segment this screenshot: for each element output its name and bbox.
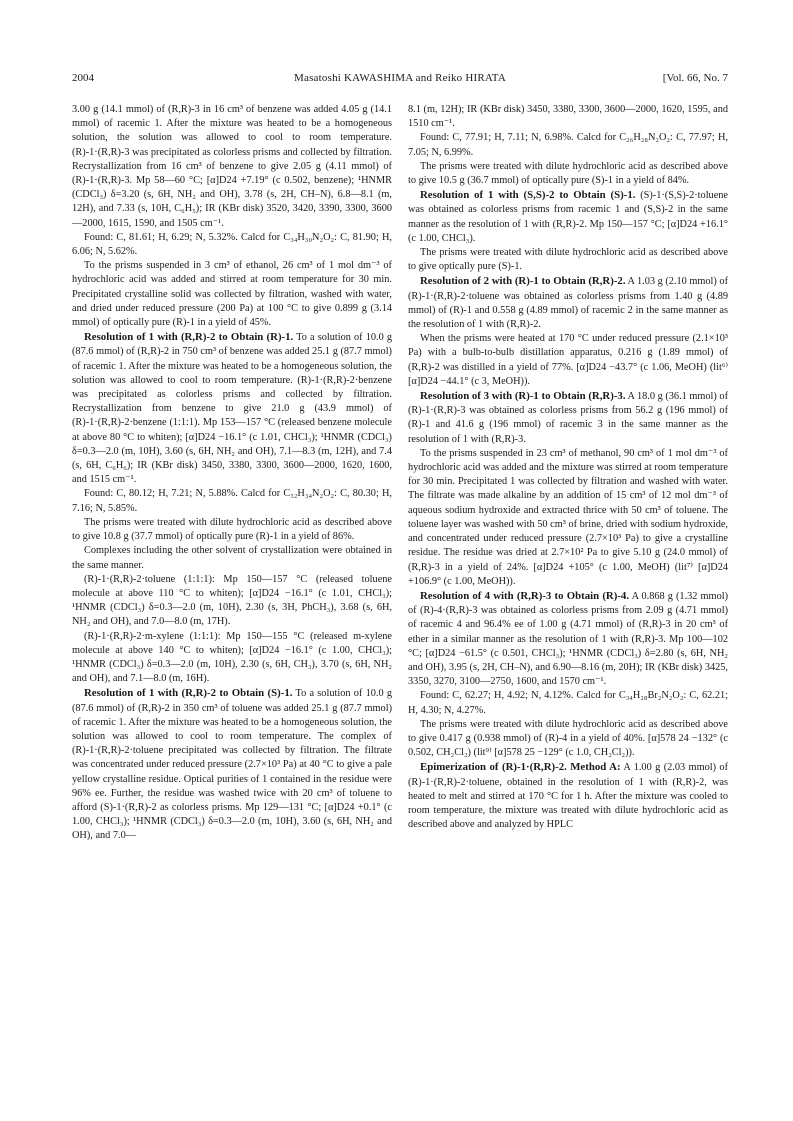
journal-volume: [Vol. 66, No. 7 <box>662 72 728 84</box>
section-paragraph <box>408 188 728 246</box>
body-paragraph: Complexes including the other solvent of crystallization were obtained in the same manner. <box>72 545 392 571</box>
section-heading: Resolution of 1 with (R,R)-2 to Obtain (S)-1. <box>84 687 293 700</box>
body-paragraph: To the prisms suspended in 3 cm³ of ethanol, 26 cm³ of 1 mol dm⁻³ of hydrochloric acid was added and stirred at room temperature for 30 min. Precipitated crystalline solid was collected by filtration, washed with water, and dried under reduced pressure (200 Pa) at 100 °C to give 0.899 g (3.14 mmol) of optically pure (R)-1 in a yield of 45%. <box>72 260 392 329</box>
body-paragraph: (R)-1·(R,R)-2·toluene (1:1:1): Mp 150—157 °C (released toluene molecule at above 110 °C to whiten); [α]D24 −16.1° (c 1.01, CHCl₃); ¹HNMR (CDCl₃) δ=0.3—2.0 (m, 10H), 2.30 (s, 3H, PhCH₃), 3.68 (s, 6H, NH₂ and OH), and 7.0—8.0 (m, 17H). <box>72 573 392 628</box>
section-paragraph <box>408 389 728 447</box>
section-body-text: A 0.868 g (1.32 mmol) of (R)-4·(R,R)-3 was obtained as colorless prisms from 2.09 g (4.71 mmol) of racemic 4 and 96.4% ee of 1.00 g (4.71 mmol) of (R,R)-3 in 20 cm³ of ether in a similar manner as the resolution of 1 with (R,R)-3. Mp 100—102 °C; [α]D24 −61.5° (c 0.501, CHCl₃); ¹HNMR (CDCl₃) δ=2.80 (s, 6H, NH₂ and OH), 3.95 (s, 2H, CH–N), and 6.90—8.16 (m, 20H); IR (KBr disk) 3425, 3350, 3270, 3100—2750, 1600, and 1570 cm⁻¹. <box>408 590 729 688</box>
body-paragraph: The prisms were treated with dilute hydrochloric acid as described above to give 10.8 g (37.7 mmol) of optically pure (R)-1 in a yield of 86%. <box>72 516 392 543</box>
section-body-text: (S)-1·(S,S)-2·toluene was obtained as colorless prisms from racemic 1 and (S,S)-2 in the same manner as the resolution of 1 with (R,R)-2. Mp 150—157 °C; [α]D24 +16.1° (c 1.00, CHCl₃). <box>408 190 728 244</box>
section-paragraph <box>72 686 392 843</box>
body-paragraph: The prisms were treated with dilute hydrochloric acid as described above to give optically pure (S)-1. <box>408 247 728 273</box>
section-subheading: Method A: <box>570 761 621 774</box>
body-paragraph: Found: C, 77.91; H, 7.11; N, 6.98%. Calcd for C₂₆H₂₈N₂O₂: C, 77.97; H, 7.05; N, 6.99%. <box>408 132 728 158</box>
section-paragraph <box>408 760 728 832</box>
page-number: 2004 <box>72 72 94 84</box>
body-paragraph: The prisms were treated with dilute hydrochloric acid as described above to give 10.5 g (36.7 mmol) of optically pure (S)-1 in a yield of 84%. <box>408 160 728 187</box>
section-body-text: To a solution of 10.0 g (87.6 mmol) of (R,R)-2 in 750 cm³ of benzene was added 25.1 g (87.7 mmol) of racemic 1. After the mixture was heated to be a homogeneous solution, the solution was allowed to cool to room temperature. (R)-1·(R,R)-2·benzene was precipitated as colorless prisms and collected by filtration. Recrystallization from benzene to give 21.0 g (43.9 mmol) of (R)-1·(R,R)-2·benzene (1:1:1). Mp 153—157 °C (released benzene molecule at above 80 °C to whiten); [α]D24 −16.1° (c 1.01, CHCl₃); ¹HNMR (CDCl₃) δ=0.3—2.0 (m, 10H), 3.60 (s, 6H, NH₂ and OH), 7.1—8.3 (m, 12H), and 7.4 (s, 6H, C₆H₆); IR (KBr disk) 3450, 3380, 3300, 3600—2000, 1620, 1600, and 1515 cm⁻¹. <box>72 332 392 486</box>
body-paragraph: Found: C, 62.27; H, 4.92; N, 4.12%. Calcd for C₃₄H₂₈Br₂N₂O₂: C, 62.21; H, 4.30; N, 4.27%. <box>408 690 728 716</box>
body-paragraph: To the prisms suspended in 23 cm³ of methanol, 90 cm³ of 1 mol dm⁻³ of hydrochloric acid was added and the mixture was stirred at room temperature for 30 min. Precipitated 1 was collected by filtration and washed with water. The filtrate was made alkaline by an addition of 15 cm³ of 12 mol dm⁻³ of aqueous sodium hydroxide and extracted thrice with 50 cm³ of toluene. The toluene layer was washed with 50 cm³ of brine, dried with sodium hydroxide, and concentrated under reduced pressure (2.7×10³ Pa) to give a crystalline residue. The residue was dried at 2.7×10² Pa to give 5.10 g (24.0 mmol) of (R,R)-3 in a yield of 24%. [α]D24 +105° (c 1.00, MeOH) (lit⁷⁾ [α]D24 +106.9° (c 1.00, MeOH)). <box>408 447 728 587</box>
section-paragraph <box>408 274 728 332</box>
section-heading: Resolution of 4 with (R,R)-3 to Obtain (R)-4. <box>420 589 630 602</box>
body-paragraph: (R)-1·(R,R)-2·m-xylene (1:1:1): Mp 150—155 °C (released m-xylene molecule at above 140 °C to whiten); [α]D24 −16.1° (c 1.00, CHCl₃); ¹HNMR (CDCl₃) δ=0.3—2.0 (m, 10H), 2.30 (s, 6H, CH₃), 3.70 (s, 6H, NH₂ and OH), and 7.1—8.0 (m, 16H). <box>72 630 392 685</box>
body-paragraph: The prisms were treated with dilute hydrochloric acid as described above to give 0.417 g (0.938 mmol) of (R)-4 in a yield of 40%. [α]578 24 −132° (c 0.502, CH₂Cl₂) (lit⁹⁾ [α]578 25 −129° (c 1.0, CH₂Cl₂)). <box>408 718 728 759</box>
section-heading: Epimerization of (R)-1·(R,R)-2. <box>420 761 567 774</box>
right-column <box>408 103 728 832</box>
section-body-text: A 1.00 g (2.03 mmol) of (R)-1·(R,R)-2·toluene, obtained in the resolution of 1 with (R,R)-2, was heated to melt and stirred at 170 °C for 1 h. After the mixture was cooled to room temperature, the mixture was treated with dilute hydrochloric acid as described above and analyzed by HPLC <box>408 762 729 831</box>
running-header <box>72 72 728 88</box>
section-body-text: To a solution of 10.0 g (87.6 mmol) of (R,R)-2 in 350 cm³ of toluene was added 25.1 g (87.7 mmol) of racemic 1. After the mixture was heated to be a homogeneous solution, the solution was allowed to cool to room temperature. The complex of (R)-1·(R,R)-2·toluene precipitated was collected by filtration. The filtrate was concentrated under reduced pressure (2.7×10³ Pa) at 40 °C to give a pale yellow crystalline residue. Optical purities of 1 contained in the residue were 96% ee. Further, the residue was washed twice with 20 cm³ of toluene to afford (S)-1·(R,R)-2 as colorless prisms. Mp 129—131 °C; [α]D24 +0.1° (c 1.00, CHCl₃); ¹HNMR (CDCl₃) δ=0.3—2.0 (m, 10H), 3.60 (s, 6H, NH₂ and OH), and 7.0— <box>72 688 393 842</box>
section-heading: Resolution of 3 with (R)-1 to Obtain (R,R)-3. <box>420 390 626 403</box>
section-body-text: A 18.0 g (36.1 mmol) of (R)-1·(R,R)-3 was obtained as colorless prisms from 56.2 g (196 mmol) of (R)-1 and 41.6 g (196 mmol) of racemic 3 in the same manner as the resolution of 1 with (R,R)-3. <box>408 391 728 445</box>
running-header-authors: Masatoshi KAWASHIMA and Reiko HIRATA <box>294 72 506 84</box>
body-paragraph: Found: C, 81.61; H, 6.29; N, 5.32%. Calcd for C₃₄H₃₀N₂O₂: C, 81.90; H, 6.06; N, 5.62%. <box>72 231 392 258</box>
section-paragraph <box>72 330 392 487</box>
section-heading: Resolution of 1 with (S,S)-2 to Obtain (S)-1. <box>420 189 636 202</box>
body-paragraph: When the prisms were heated at 170 °C under reduced pressure (2.1×10³ Pa) with a bulb-to-bulb distillation apparatus, 0.216 g (1.89 mmol) of (R,R)-2 was distilled in a yield of 77%. [α]D24 −43.7° (c 1.06, MeOH) (lit⁶⁾ [α]D24 −44.1° (c 3, MeOH)). <box>408 333 728 387</box>
body-paragraph: 8.1 (m, 12H); IR (KBr disk) 3450, 3380, 3300, 3600—2000, 1620, 1595, and 1510 cm⁻¹. <box>408 104 728 130</box>
section-heading: Resolution of 1 with (R,R)-2 to Obtain (R)-1. <box>84 331 294 344</box>
section-heading: Resolution of 2 with (R)-1 to Obtain (R,R)-2. <box>420 275 626 288</box>
body-paragraph: Found: C, 80.12; H, 7.21; N, 5.88%. Calcd for C₃₂H₃₄N₂O₂: C, 80.30; H, 7.16; N, 5.85%. <box>72 488 392 514</box>
section-body-text: A 1.03 g (2.10 mmol) of (R)-1·(R,R)-2·toluene was obtained as colorless prisms from 1.40 g (4.89 mmol) of (R)-1 and 0.558 g (4.89 mmol) of racemic 2 in the same manner as the resolution of 1 with (R,R)-2. <box>408 276 728 331</box>
left-column <box>72 103 392 844</box>
section-paragraph <box>408 589 728 689</box>
body-paragraph: 3.00 g (14.1 mmol) of (R,R)-3 in 16 cm³ of benzene was added 4.05 g (14.1 mmol) of racemic 1. After the mixture was heated to be a homogeneous solution, the solution was allowed to cool to room temperature. (R)-1·(R,R)-3 was precipitated as colorless prisms and collected by filtration. Recrystallization from 16 cm³ of benzene to give 2.05 g (4.11 mmol) of (R)-1·(R,R)-3. Mp 58—60 °C; [α]D24 +7.19° (c 0.502, benzene); ¹HNMR (CDCl₃) δ=3.20 (s, 6H, NH₂ and OH), 3.78 (s, 2H, CH–N), 6.8—8.1 (m, 12H), and 7.33 (s, 10H, C₆H₅); IR (KBr disk) 3520, 3420, 3390, 3300, 3600—2000, 1615, 1590, and 1505 cm⁻¹. <box>72 104 392 229</box>
